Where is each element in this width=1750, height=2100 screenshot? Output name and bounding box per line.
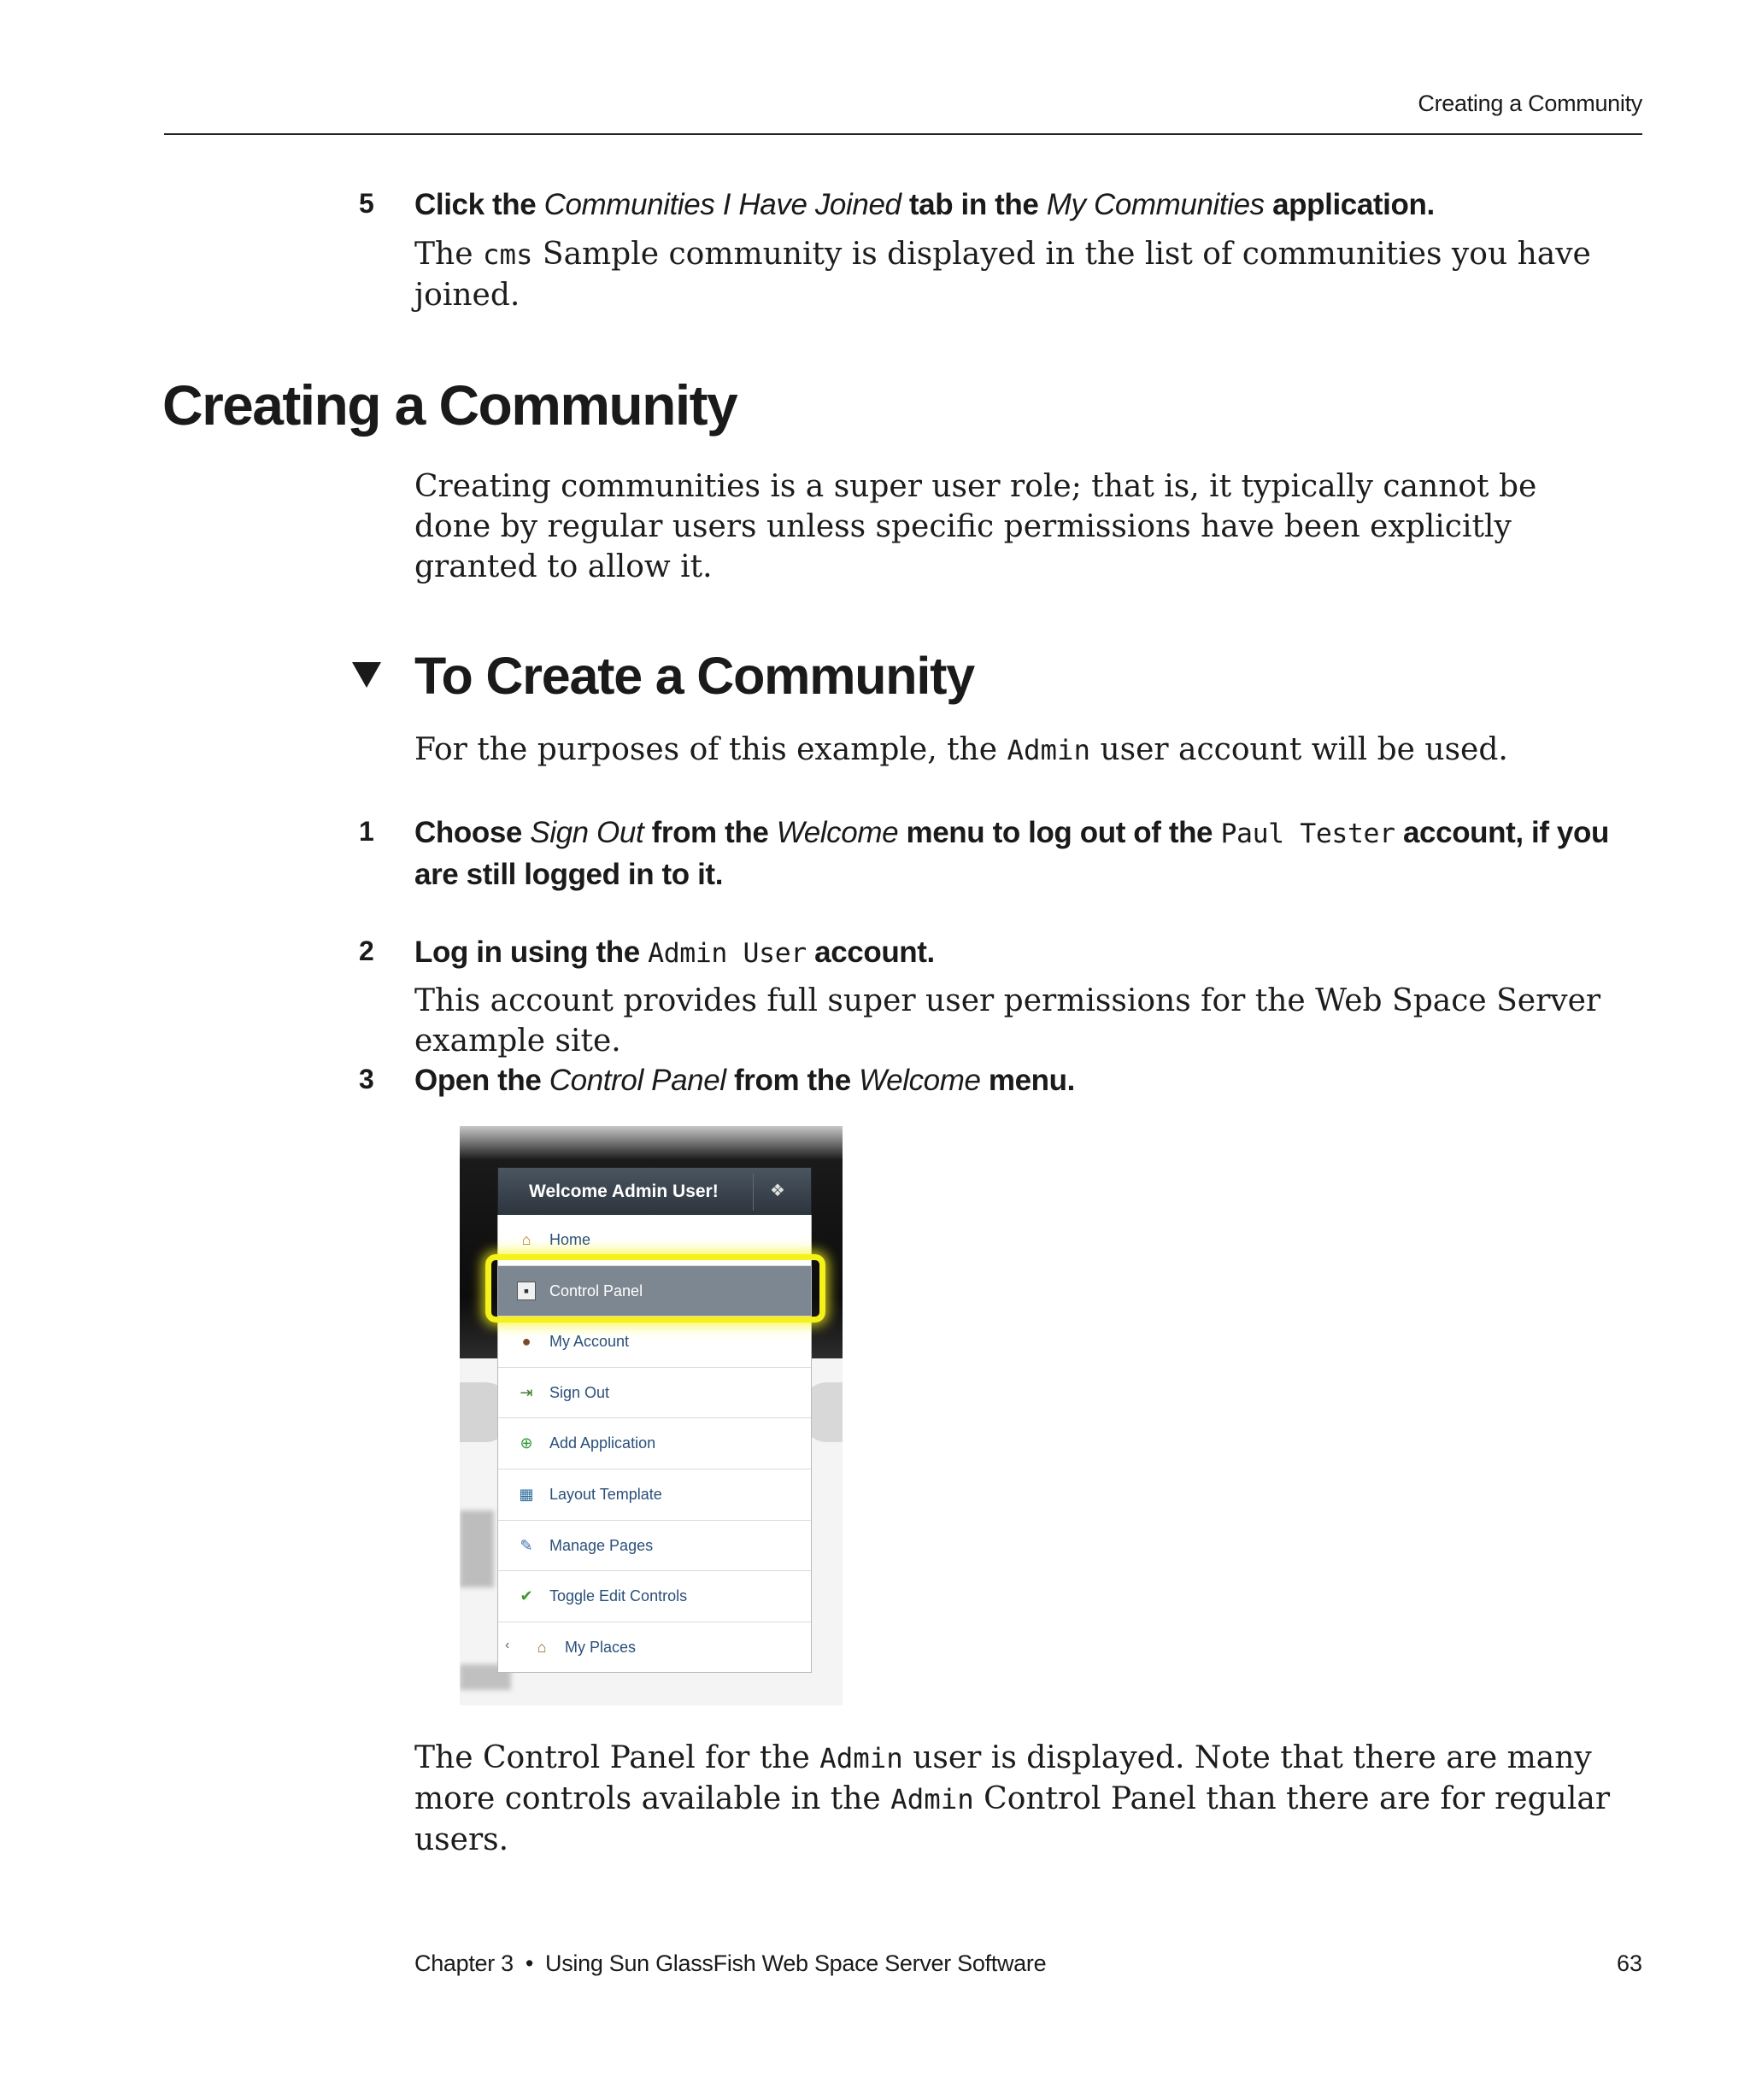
section-intro: Creating communities is a super user role; that is, it typically cannot be done by regular users unless specific permissions have been explicitly granted to allow it. xyxy=(414,469,1537,584)
text-run: The xyxy=(414,237,483,272)
ui-term: Sign Out xyxy=(530,816,644,849)
code-term: Admin xyxy=(1007,734,1090,766)
menu-item-label: Control Panel xyxy=(549,1282,643,1299)
control-panel-highlight xyxy=(485,1254,825,1323)
menu-item-layout-template[interactable] xyxy=(498,1469,811,1521)
step-5-instruction xyxy=(414,185,1611,225)
menu-item-sign-out[interactable] xyxy=(498,1368,811,1419)
screenshot-background-shape xyxy=(460,1510,494,1587)
text-run: For the purposes of this example, the xyxy=(414,732,1007,767)
text-run: Control Panel than there are for regular users. xyxy=(414,1781,1611,1857)
ui-term: Communities I Have Joined xyxy=(543,188,901,221)
chapter-title: Using Sun GlassFish Web Space Server Software xyxy=(545,1950,1047,1976)
welcome-menu-title: Welcome Admin User! xyxy=(529,1182,719,1201)
menu-item-label: Home xyxy=(549,1231,591,1248)
text-run: Open the xyxy=(414,1064,549,1097)
ui-term: My Communities xyxy=(1046,188,1265,221)
dock-toggle-icon[interactable]: ❖ xyxy=(770,1182,785,1200)
check-icon: ✔ xyxy=(520,1587,533,1605)
text-run: account. xyxy=(806,936,935,969)
menu-item-my-account[interactable] xyxy=(498,1317,811,1368)
layout-icon: ▦ xyxy=(519,1485,534,1503)
text-run: from the xyxy=(725,1064,860,1097)
text-run: user account will be used. xyxy=(1090,732,1508,767)
code-term: Admin xyxy=(819,1742,903,1774)
text-run: menu to log out of the xyxy=(898,816,1221,849)
menu-item-label: Add Application xyxy=(549,1434,656,1452)
text-run: Choose xyxy=(414,816,531,849)
menu-item-label: Toggle Edit Controls xyxy=(549,1587,688,1605)
menu-item-label: Manage Pages xyxy=(549,1536,654,1554)
page-number: 63 xyxy=(1616,1950,1642,1976)
menu-item-toggle-edit-controls[interactable] xyxy=(498,1571,811,1622)
places-icon: ⌂ xyxy=(537,1638,547,1656)
code-term: Admin xyxy=(890,1783,974,1816)
account-icon: ● xyxy=(521,1333,531,1351)
step-number-1: 1 xyxy=(359,816,374,847)
ui-term: Control Panel xyxy=(549,1064,726,1097)
text-run: from the xyxy=(643,816,777,849)
menu-item-label: My Account xyxy=(549,1333,630,1351)
step-number-2: 2 xyxy=(359,936,374,966)
ui-term: Welcome xyxy=(859,1064,981,1097)
menu-item-manage-pages[interactable] xyxy=(498,1521,811,1572)
menu-item-add-application[interactable] xyxy=(498,1418,811,1469)
welcome-menu-header[interactable] xyxy=(497,1167,812,1217)
text-run: Sample community is displayed in the list of communities you have joined. xyxy=(414,237,1591,313)
code-term: cms xyxy=(482,238,533,271)
step-2-instruction xyxy=(414,932,1611,974)
text-run: menu. xyxy=(980,1064,1075,1097)
step-5-description xyxy=(414,234,1636,315)
footer-chapter xyxy=(414,1950,1046,1977)
code-term: Paul Tester xyxy=(1220,818,1395,849)
control-panel-icon: ▪ xyxy=(517,1282,536,1300)
text-run: user is displayed. Note that there are many more controls available in the xyxy=(414,1740,1592,1816)
menu-item-my-places[interactable] xyxy=(498,1622,811,1673)
sign-out-icon: ⇥ xyxy=(520,1383,533,1401)
text-run: account, if you are still logged in to it. xyxy=(414,816,1609,891)
step-3-instruction xyxy=(414,1060,1611,1100)
procedure-intro xyxy=(414,730,1636,771)
step-number-3: 3 xyxy=(359,1064,374,1094)
footer-bullet: • xyxy=(525,1950,534,1976)
text-run: Click the xyxy=(414,188,544,221)
add-icon: ⊕ xyxy=(520,1434,533,1452)
menu-item-label: My Places xyxy=(565,1638,637,1656)
section-title: Creating a Community xyxy=(162,373,737,437)
header-rule xyxy=(164,133,1642,135)
control-panel-description xyxy=(414,1738,1611,1860)
welcome-menu-screenshot xyxy=(460,1126,843,1705)
text-run: tab in the xyxy=(901,188,1047,221)
step-number-5: 5 xyxy=(359,188,374,219)
menu-item-label: Layout Template xyxy=(549,1485,662,1503)
chapter-number: Chapter 3 xyxy=(414,1950,514,1976)
running-head: Creating a Community xyxy=(1418,91,1642,116)
procedure-title: To Create a Community xyxy=(414,647,974,705)
code-term: Admin User xyxy=(648,938,807,969)
text-run: application. xyxy=(1264,188,1435,221)
step-2-description: This account provides full super user permissions for the Web Space Server example site. xyxy=(414,983,1601,1059)
ui-term: Welcome xyxy=(776,816,899,849)
step-1-instruction xyxy=(414,812,1611,895)
procedure-triangle-icon xyxy=(352,662,381,688)
header-divider xyxy=(753,1173,754,1211)
text-run: The Control Panel for the xyxy=(414,1740,820,1775)
text-run: Log in using the xyxy=(414,936,649,969)
pages-icon: ✎ xyxy=(520,1536,533,1554)
home-icon: ⌂ xyxy=(521,1231,531,1248)
chevron-left-icon: ‹ xyxy=(505,1637,510,1652)
menu-item-label: Sign Out xyxy=(549,1383,610,1401)
